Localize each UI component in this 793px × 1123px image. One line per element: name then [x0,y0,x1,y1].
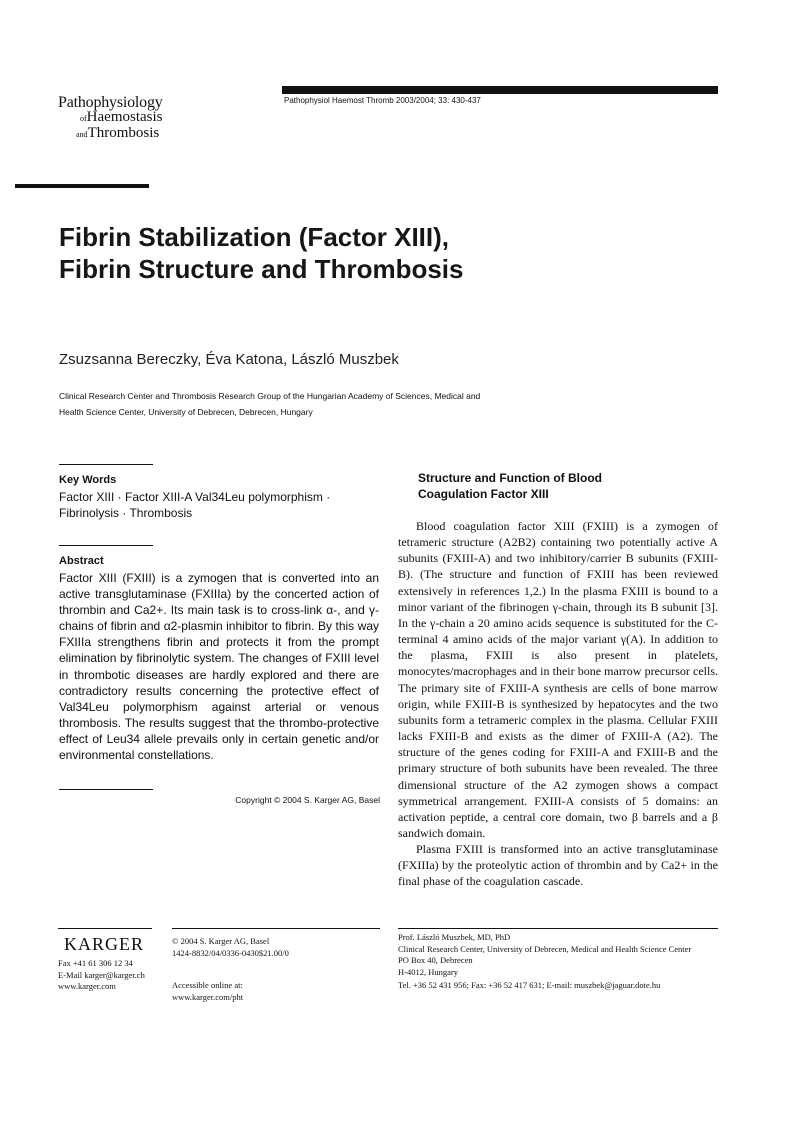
correspondence-block [398,932,718,992]
keywords-heading: Key Words [59,474,117,486]
body-paragraph-1: Blood coagulation factor XIII (FXIII) is a zymogen of tetrameric structure (A2B2) containing two potentially active A subunits (FXIII-A) and two inhibitory/carrier B subunits (FXIII-B). (The structure and function of FXIII has been reviewed extensively in references 1,2.) In the plasma FXIII is bound to a minor variant of the fibrinogen γ-chain, through its B subunit [3]. In the γ-chain a 20 amino acids sequence is substituted for the C-terminal 4 amino acids of the major variant γ(A). In addition to the plasma, FXIII is also present in platelets, monocytes/macrophages and in their bone marrow precursor cells. The primary site of FXIII-A synthesis are cells of bone marrow origin, while FXIII-B is synthesized by hepatocytes and the two subunits form a tetrameric complex in the plasma. Cellular FXIII lacks FXIII-B and exists as the dimer of FXIII-A (A2). The structure of the genes coding for FXIII-A and FXIII-B and the primary structure of both subunits have been revealed. The three dimensional structure of the A2 zymogen shows a compact symmetrical arrangement. FXIII-A consists of 5 domains: an activation peptide, a central core domain, two β barrels and a β sandwich domain. [398,519,718,840]
affiliation-line-2: Health Science Center, University of Debrecen, Debrecen, Hungary [59,407,313,417]
footer-copyright: © 2004 S. Karger AG, Basel [172,936,270,946]
body-text [398,518,718,890]
abstract-text: Factor XIII (FXIII) is a zymogen that is converted into an active transglutaminase (FXIIIa) by the concerted action of thrombin and Ca2+. Its main task is to cross-link α-, and γ-chains of fibrin and α2-plasmin inhibitor to fibrin. By this way FXIIIa strengthens fibrin and protects it from the prompt elimination by fibrinolytic system. The changes of FXIII level in thrombotic diseases are hardly explored and there are contradictory results concerning the protective effect of Val34Leu polymorphism against arterial or venous thrombosis. The results suggest that the thrombo-protective effect of Leu34 allele prevails only in certain genetic and/or environmental constellations. [59,571,379,763]
abstract-copyright: Copyright © 2004 S. Karger AG, Basel [235,795,380,805]
abstract-heading: Abstract [59,555,104,567]
publisher-web[interactable]: www.karger.com [58,981,116,991]
publisher-contact [58,958,168,993]
journal-logo [58,96,163,142]
footer-issn: 1424-8832/04/0336-0430$21.00/0 [172,947,289,958]
corr-box: PO Box 40, Debrecen [398,955,473,965]
affiliation-line-1: Clinical Research Center and Thrombosis Research Group of the Hungarian Academy of Sciences, Medical and [59,391,481,401]
abstract-rule [59,545,153,546]
footer-online-block [172,980,372,1003]
keywords-text: Factor XIII · Factor XIII-A Val34Leu polymorphism · Fibrinolysis · Thrombosis [59,490,331,520]
footer-online-label: Accessible online at: [172,980,243,990]
footer-rule-right [398,928,718,929]
logo-line-3-prefix: and [76,130,88,139]
corr-city: H-4012, Hungary [398,966,458,977]
logo-line-2-prefix: of [80,114,87,123]
footer-online-url[interactable]: www.karger.com/pht [172,991,244,1002]
section-heading-line-1: Structure and Function of Blood [418,471,602,485]
authors: Zsuzsanna Bereczky, Éva Katona, László Muszbek [59,351,399,368]
logo-line-3: Thrombosis [87,125,160,141]
journal-citation: Pathophysiol Haemost Thromb 2003/2004; 33: 430-437 [284,96,481,105]
body-paragraph-2: Plasma FXIII is transformed into an active transglutaminase (FXIIIa) by the proteolytic action of thrombin and by Ca2+ in the final phase of the coagulation cascade. [398,842,718,889]
corr-contact: Tel. +36 52 431 956; Fax: +36 52 417 631; E-mail: muszbek@jaguar.dote.hu [398,980,661,990]
affiliation [59,388,539,420]
logo-line-2: Haemostasis [86,109,163,125]
header-bar [282,86,718,94]
section-heading-line-2: Coagulation Factor XIII [418,487,549,501]
article-title [59,221,739,285]
keywords-rule [59,464,153,465]
publisher-email[interactable]: E-Mail karger@karger.ch [58,969,145,980]
footer-rule-left [58,928,152,929]
publisher-fax: Fax +41 61 306 12 34 [58,958,133,968]
abstract-end-rule [59,789,153,790]
publisher-logo: KARGER [64,934,145,954]
corr-institution: Clinical Research Center, University of Debrecen, Medical and Health Science Center [398,943,692,954]
corr-name: Prof. László Muszbek, MD, PhD [398,932,511,942]
title-line-2: Fibrin Structure and Thrombosis [59,254,464,284]
logo-line-1: Pathophysiology [58,94,163,111]
title-rule [15,184,149,188]
section-heading [418,470,718,502]
footer-rule-mid [172,928,380,929]
footer-copyright-block [172,936,372,959]
title-line-1: Fibrin Stabilization (Factor XIII), [59,222,450,252]
